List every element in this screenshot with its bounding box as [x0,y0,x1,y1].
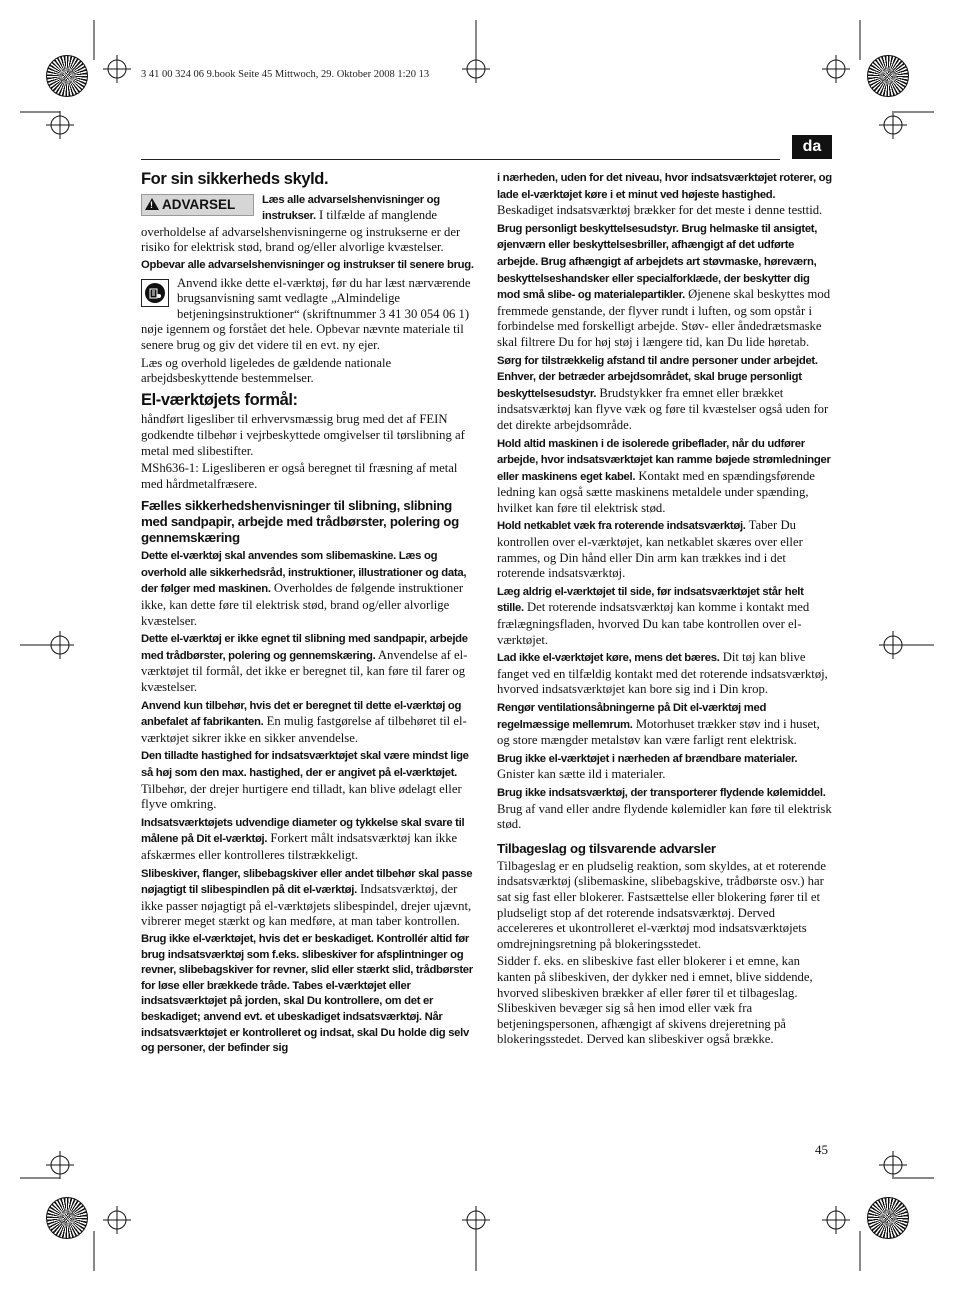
heading-safety: For sin sikkerheds skyld. [141,170,329,188]
registration-disc [867,55,909,97]
paragraph: Hold altid maskinen i de isolerede gribeflader, når du udfører arbejde, hvor indsatsværktøjet kan ramme bøjede strømledninger eller maskinens eget kabel. Kontakt med en spændingsførende ledning kan også sætte maskinens metaldele under spænding, hvilket kan føre til elektrisk stød. [497,437,831,515]
paragraph: Sørg for tilstrækkelig afstand til andre personer under arbejdet. Enhver, der betræder arbejdsområdet, skal bruge personligt beskyttelsesudstyr. Brudstykker fra emnet eller brækket indsatsværktøj kan flyve væk og føre til kvæstelser også uden for det direkte arbejdsområde. [497,354,829,432]
warning-badge: ! ADVARSEL [141,194,254,216]
paragraph: Indsatsværktøjets udvendige diameter og tykkelse skal svare til målene på Dit el-værktøj. Forkert målt indsatsværktøj kan ikke afskærmes eller kontrolleres tilstrækkeligt. [141,816,465,862]
paragraph: Brug personligt beskyttelsesudstyr. Brug helmaske til ansigtet, øjenværn eller beskyttelsesbriller, afhængigt af det udførte arbejde. Brug afhængigt af arbejdets art støvmaske, høreværn, beskyttelseshandsker eller specialforklæde, der beskytter dig mod små slibe- og materialepartikler. Øjenene skal beskyttes mod fremmede genstande, der flyver rundt i luften, og som opstår i forbindelse med forskelligt arbejde. Støv- eller åndedrætsmaske skal filtrere Du for høj støj i længere tid, kan Du lide høretab. [497,222,831,349]
paragraph: Rengør ventilationsåbningerne på Dit el-værktøj med regelmæssige mellemrum. Motorhuset trækker støv ind i huset, og store mængder metalstøv kan være farligt rent elektrisk. [497,702,820,748]
warning-icon: ! [145,198,159,210]
paragraph: Dette el-værktøj skal anvendes som slibemaskine. Læs og overhold alle sikkerhedsråd, instruktioner, illustrationer og data, der følger med maskinen. Overholdes de følgende instruktioner ikke, kan dette føre til elektrisk stød, brand og/eller alvorlige kvæstelser. [141,550,467,628]
language-tab: da [792,135,832,159]
paragraph: Dette el-værktøj er ikke egnet til slibning med sandpapir, arbejde med trådbørster, polering og gennemskæring. Anvendelse af el-værktøjet til formål, det ikke er beregnet til, kan føre til farer og kvæstelser. [141,633,468,695]
file-header: 3 41 00 324 06 9.book Seite 45 Mittwoch, 29. Oktober 2008 1:20 13 [141,69,430,80]
left-column [141,170,477,1059]
heading-common-safety: Fælles sikkerhedshenvisninger til slibning, slibning med sandpapir, arbejde med trådbørster, polering og gennemskæring [141,498,459,546]
paragraph: Anvend ikke dette el-værktøj, før du har læst nærværende brugsanvisning samt vedlagte „Almindelige betjeningsinstruktioner“ (skriftnummer 3 41 30 054 06 1) nøje igennem og forstået det hele. Opbevar nævnte materiale til senere brug og giv det videre til en evt. ny ejer. [141,275,471,352]
paragraph: Brug ikke el-værktøjet, hvis det er beskadiget. Kontrollér altid før brug indsatsværktøj som f.eks. slibeskiver for afsplintninger og revner, slibebagskiver for revner, slid eller stærkt slid, trådbørster for løse eller brækkede tråde. Tabes el-værktøjet eller indsatsværktøjet på jorden, skal Du kontrollere, om det er beskadiget; anvend evt. et ubeskadiget indsatsværktøj. Når indsatsværktøjet er kontrolleret og indsat, skal Du holde dig selv og personer, der befinder sig [141,932,473,1055]
paragraph: Brug ikke el-værktøjet i nærheden af brændbare materialer. Gnister kan sætte ild i materialer. [497,752,798,782]
heading-purpose: El-værktøjets formål: [141,390,298,409]
paragraph: Hold netkablet væk fra roterende indsatsværktøj. Taber Du kontrollen over el-værktøjet, kan netkablet skæres over eller rammes, og Din hånd eller Din arm kan trækkes ind i det roterende indsatsværktøj. [497,518,803,581]
paragraph: Lad ikke el-værktøjet køre, mens det bæres. Dit tøj kan blive fanget ved en tilfældig kontakt med det roterende indsatsværktøj, hvorved indsatsværktøjet kan bore sig ind i Din krop. [497,650,828,697]
right-column [497,170,833,1050]
paragraph: Læg aldrig el-værktøjet til side, før indsatsværktøjet står helt stille. Det roterende indsatsværktøj kan komme i kontakt med frælægningsfladen, hvorved Du kan tabe kontrollen over el-værktøjet. [497,585,810,647]
registration-disc [867,1197,909,1239]
paragraph: Tilbageslag er en pludselig reaktion, som skyldes, at et roterende indsatsværktøj (slibemaskine, slibebagskive, trådbørste osv.) har sat sig fast eller blokerer. Fastsættelse eller blokering fører til et pludseligt stop af det roterende indsatsværktøj. Derved accelereres et ukontrolleret el-værktøj mod indsatsværktøjets omdrejningsretning på blokeringsstedet. [497,858,826,951]
paragraph: Anvend kun tilbehør, hvis det er beregnet til dette el-værktøj og anbefalet af fabrikanten. En mulig fastgørelse af tilbehøret til el-værktøjet sikrer ikke en sikker anvendelse. [141,699,467,745]
read-manual-icon [141,279,169,307]
paragraph: håndført ligesliber til erhvervsmæssig brug med det af FEIN godkendte tilbehør i vejrbeskyttede omgivelser til tørslibning af metal med slibestifter. [141,412,465,458]
paragraph: Slibeskiver, flanger, slibebagskiver eller andet tilbehør skal passe nøjagtigt til slibespindlen på dit el-værktøj. Indsatsværktøj, der ikke passer nøjagtigt på el-værktøjets slibespindel, drejer ujævnt, vibrerer meget stærkt og kan medføre, at man taber kontrollen. [141,867,473,929]
heading-kickback: Tilbageslag og tilsvarende advarsler [497,840,716,856]
paragraph: MSh636-1: Ligesliberen er også beregnet til fræsning af metal med hårdmetalfræsere. [141,461,458,491]
paragraph: ! ADVARSEL Læs alle advarselshenvisninger og instrukser. I tilfælde af manglende overholdelse af advarselshenvisningerne og instrukserne er der risiko for elektrisk stød, brand og/eller alvorlige kvæstelser. [141,193,461,255]
paragraph: Brug ikke indsatsværktøj, der transporterer flydende kølemiddel. Brug af vand eller andre flydende kølemidler kan føre til elektrisk stød. [497,786,832,832]
paragraph: i nærheden, uden for det niveau, hvor indsatsværktøjet roterer, og lade el-værktøjet køre i et minut ved højeste hastighed. Beskadiget indsatsværktøj brækker for det meste i denne testtid. [497,172,832,218]
paragraph: Opbevar alle advarselshenvisninger og instrukser til senere brug. [141,258,474,271]
paragraph: Sidder f. eks. en slibeskive fast eller blokerer i et emne, kan kanten på slibeskiven, der dykker ned i emnet, blive siddende, hvorved slibeskiven brækker af eller fører til et tilbageslag. Slibeskiven bevæger sig så hen imod eller væk fra betjeningspersonen, afhængigt af skivens drejeretning på blokeringsstedet. Derved kan slibeskiver også brække. [497,954,813,1047]
page-number: 45 [815,1142,828,1157]
registration-disc [46,55,88,97]
header-rule [141,159,780,160]
registration-disc [46,1197,88,1239]
paragraph: Den tilladte hastighed for indsatsværktøjet skal være mindst lige så høj som den max. hastighed, der er angivet på el-værktøjet. Tilbehør, der drejer hurtigere end tilladt, kan blive ødelagt eller flyve omkring. [141,750,469,812]
paragraph: Læs og overhold ligeledes de gældende nationale arbejdsbeskyttende bestemmelser. [141,355,392,386]
